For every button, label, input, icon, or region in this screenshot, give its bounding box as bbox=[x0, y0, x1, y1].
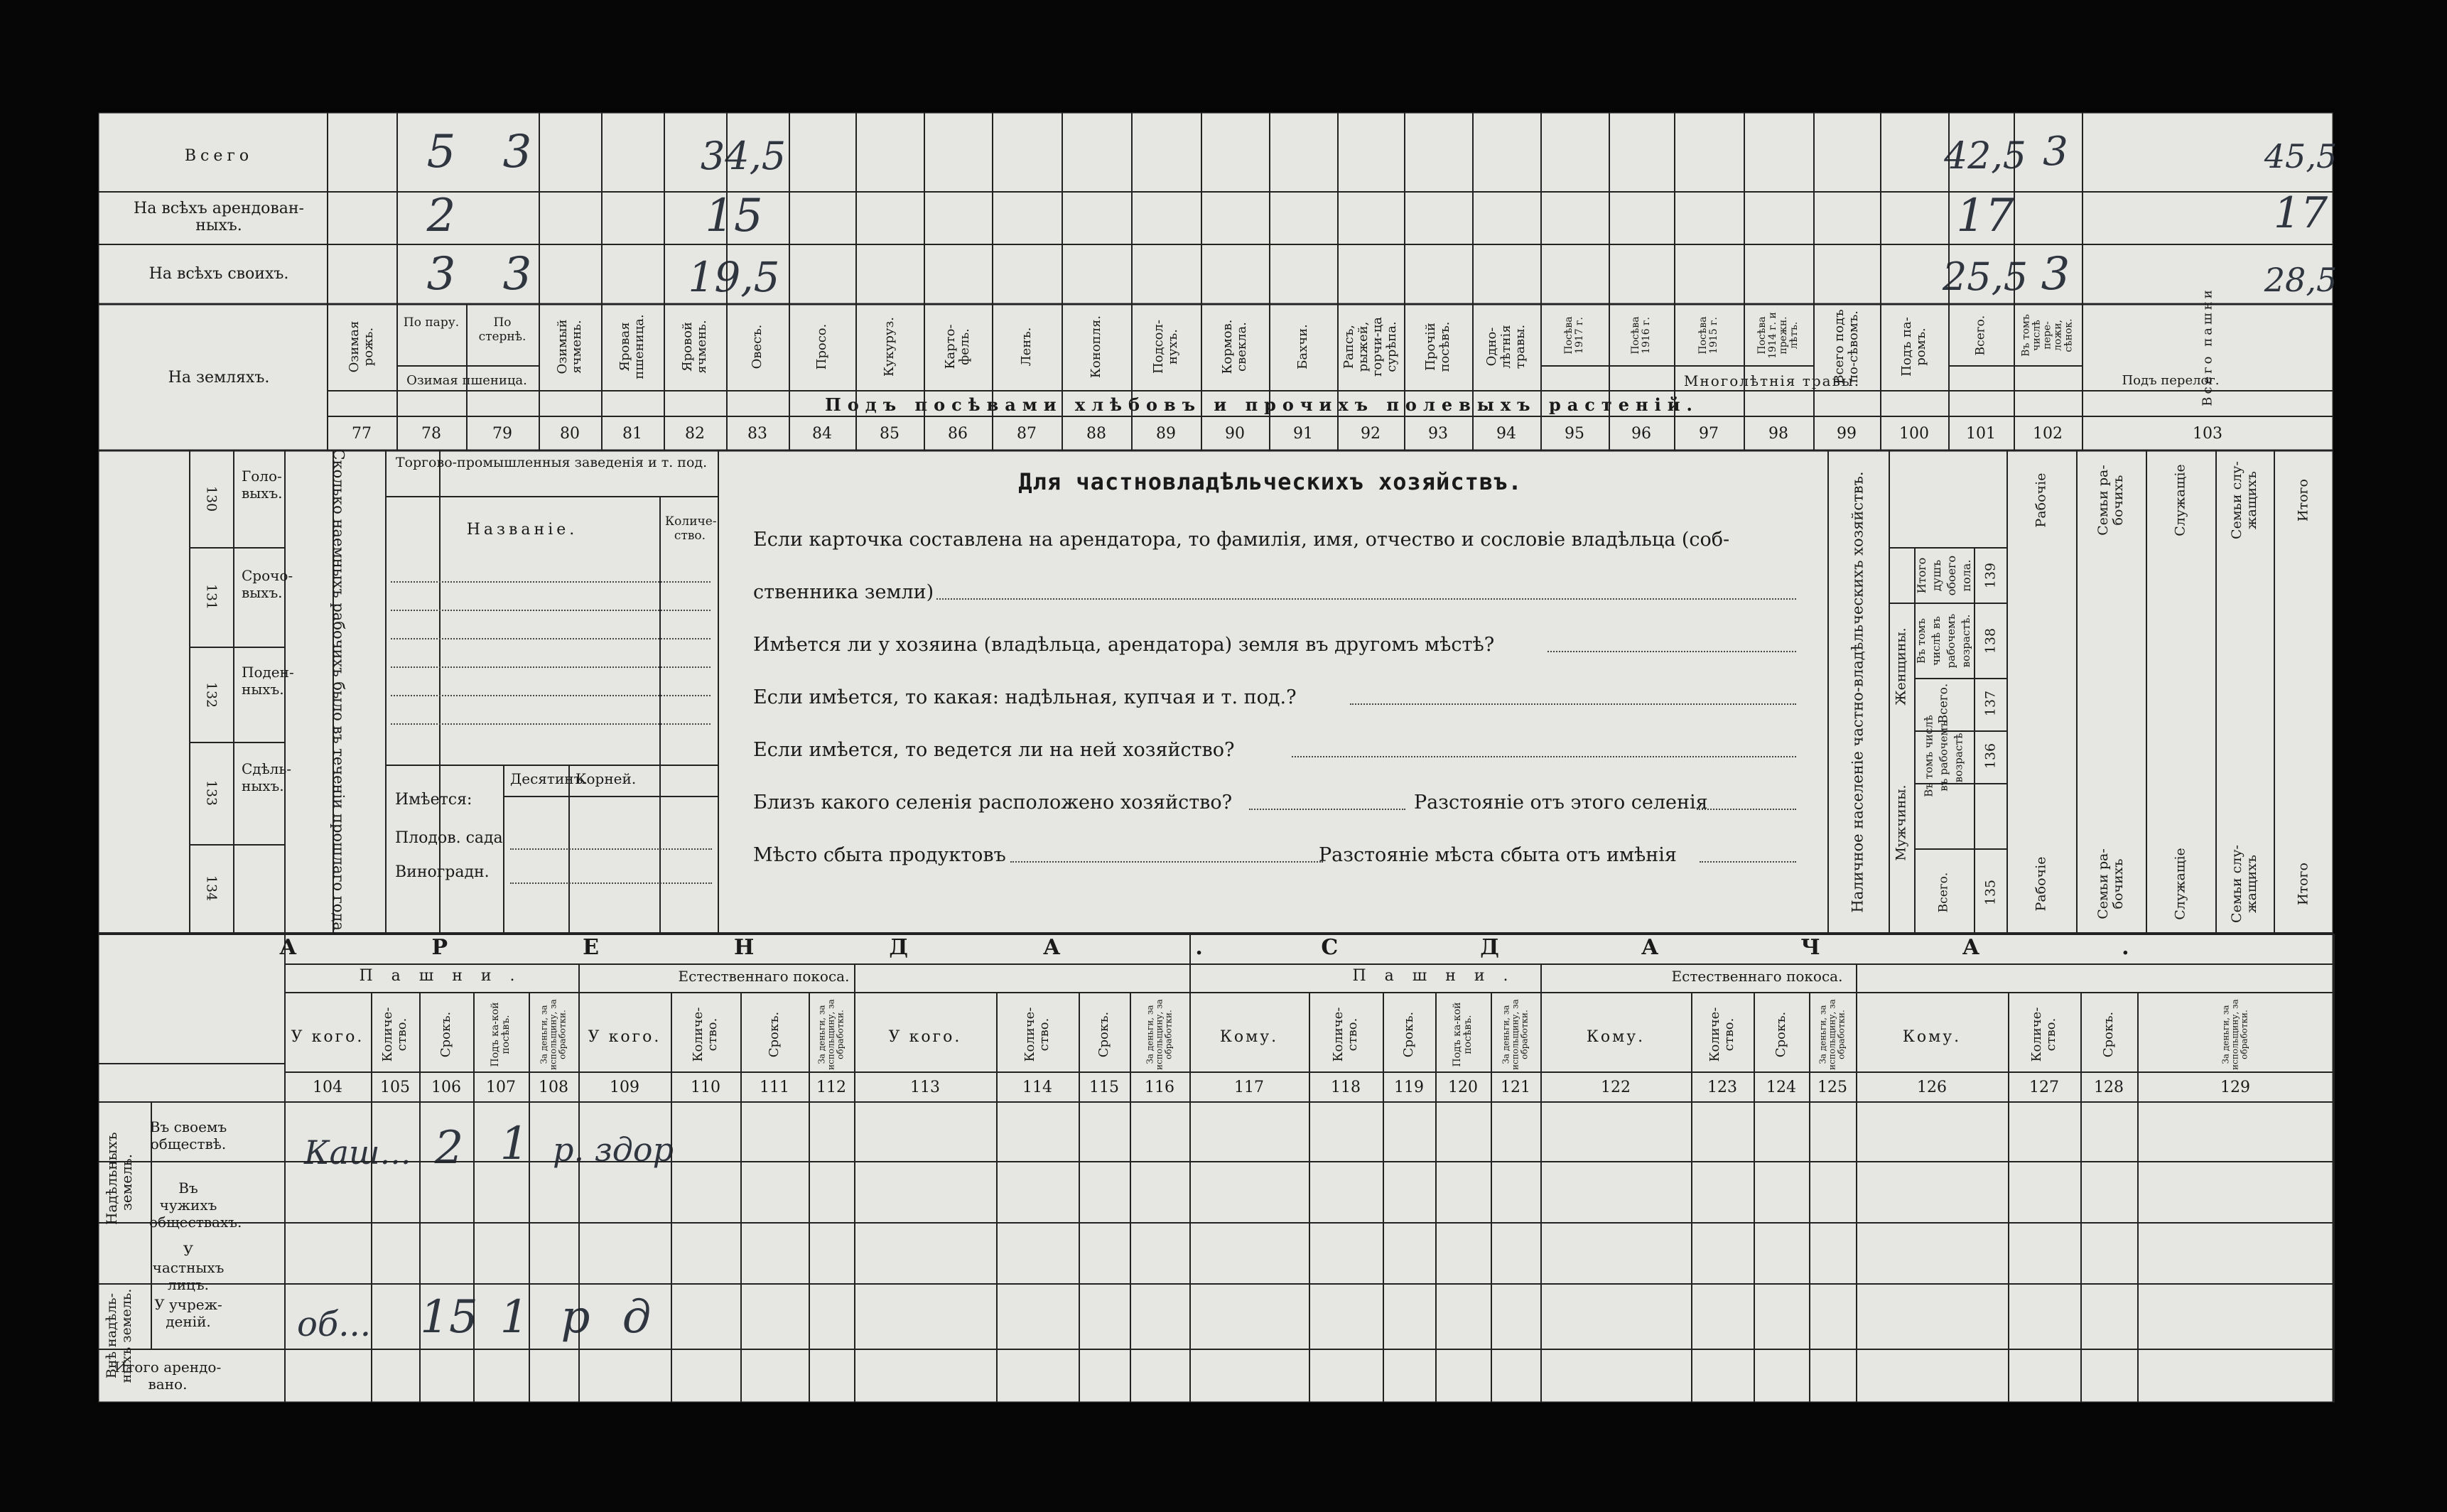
pop-itogo-dush: Итого душъ обоего пола. bbox=[1915, 555, 1973, 596]
top-col-number-77: 77 bbox=[352, 425, 372, 443]
workers-vertical-label: Сколько наемныхъ рабочихъ было въ теченіи прошлаго года. bbox=[330, 448, 347, 936]
trade-title: Торгово-промышленныя заведенія и т. под. bbox=[395, 455, 708, 470]
bottom-col-header-111: Срокъ. bbox=[767, 1011, 782, 1058]
trade-name-header: Названіе. bbox=[466, 521, 578, 539]
hw-r3-78: 3 bbox=[502, 248, 532, 301]
bottom-col-number-129: 129 bbox=[2220, 1079, 2250, 1096]
bottom-col-header-109: У кого. bbox=[588, 1028, 661, 1046]
top-col-number-99: 99 bbox=[1837, 425, 1857, 443]
mid-col-golovyh: Голо-выхъ. bbox=[242, 468, 283, 502]
top-col-number-83: 83 bbox=[747, 425, 767, 443]
korney-header: Корней. bbox=[576, 770, 637, 787]
hw-b-r1-107: р. здор bbox=[553, 1130, 674, 1169]
mid-num-134: 134 bbox=[203, 875, 220, 902]
bottom-col-number-121: 121 bbox=[1501, 1079, 1530, 1096]
right-col-rabochie-top: Рабочіе bbox=[2033, 472, 2049, 528]
top-col-header-101: Всего. bbox=[1973, 315, 1988, 356]
right-col-itogo-bottom: Итого bbox=[2295, 863, 2311, 905]
bottom-col-header-126: Кому. bbox=[1902, 1028, 1962, 1046]
bottom-col-header-116: За деньги, за испольщину, за обработки. bbox=[1145, 999, 1174, 1070]
desyatin-header: Десятинъ. bbox=[510, 770, 588, 787]
top-col-number-85: 85 bbox=[880, 425, 900, 443]
bottom-col-header-114: Количе-ство. bbox=[1022, 1007, 1052, 1062]
bottom-col-number-110: 110 bbox=[691, 1079, 720, 1096]
mid-col-podennyh: Поден-ныхъ. bbox=[242, 664, 294, 698]
pop-muzhchiny: Мужчины. bbox=[1893, 784, 1909, 861]
bottom-col-number-115: 115 bbox=[1089, 1079, 1119, 1096]
bottom-col-number-125: 125 bbox=[1817, 1079, 1847, 1096]
bottom-col-header-119: Срокъ. bbox=[1401, 1011, 1416, 1058]
q4: Если имѣется, то ведется ли на ней хозяйство? bbox=[753, 739, 1235, 761]
bottom-col-number-106: 106 bbox=[431, 1079, 461, 1096]
bottom-col-number-111: 111 bbox=[760, 1079, 789, 1096]
row-label-vsego: Всего bbox=[184, 147, 254, 165]
bottom-col-number-118: 118 bbox=[1331, 1079, 1361, 1096]
bottom-col-header-124: Срокъ. bbox=[1773, 1011, 1788, 1058]
hw-b-r4-106: 1 bbox=[499, 1291, 529, 1344]
top-col-header-82: Яровой ячмень. bbox=[680, 320, 709, 374]
bottom-col-header-120: Подъ ка-кой посѣвъ. bbox=[1452, 1002, 1474, 1067]
top-col-header-103: Всего пашни bbox=[2200, 287, 2215, 406]
top-col-header-100: Подъ па-ромъ. bbox=[1899, 317, 1928, 377]
top-col-header-79: По стернѣ. bbox=[478, 315, 526, 344]
top-col-header-97: Посѣва 1915 г. bbox=[1697, 316, 1719, 355]
top-col-header-92: Рапсъ, рыжей, горчи-ца сурѣпа. bbox=[1341, 316, 1399, 377]
hw-b-r4-104: об... bbox=[297, 1305, 371, 1344]
bottom-col-number-124: 124 bbox=[1766, 1079, 1796, 1096]
hw-b-r1-106: 1 bbox=[499, 1118, 529, 1170]
population-vertical-label: Наличное населеніе частно-владѣльческихъ хозяйствъ. bbox=[1849, 471, 1867, 913]
bottom-col-number-112: 112 bbox=[816, 1079, 846, 1096]
top-col-number-98: 98 bbox=[1768, 425, 1788, 443]
bottom-col-header-127: Количе-ство. bbox=[2029, 1007, 2058, 1062]
hw-r3-77: 3 bbox=[426, 248, 456, 301]
mid-col-srochovyh: Срочо-выхъ. bbox=[242, 567, 293, 601]
top-col-header-78: По пару. bbox=[403, 315, 460, 330]
top-col-number-84: 84 bbox=[812, 425, 832, 443]
right-col-rabochie-bottom: Рабочіе bbox=[2033, 856, 2049, 912]
hw-r1-78: 3 bbox=[502, 126, 532, 178]
q5-distance: Разстояніе отъ этого селенія bbox=[1414, 792, 1708, 814]
row-label-arendovannyh: На всѣхъ арендован- ныхъ. bbox=[134, 200, 304, 234]
top-col-number-78: 78 bbox=[421, 425, 441, 443]
top-col-header-96: Посѣва 1916 г. bbox=[1630, 316, 1652, 355]
row-u-uchrezhdeniy: У учреж-деній. bbox=[154, 1296, 222, 1330]
top-col-header-98: Посѣва 1914 г. и прежн. лѣтъ. bbox=[1756, 312, 1800, 359]
pop-num-138: 138 bbox=[1982, 627, 1999, 654]
vne-nadel-vertical-label: Внѣ надѣль-ныхъ земель. bbox=[104, 1288, 134, 1383]
hw-r3-82: 19,5 bbox=[688, 253, 780, 301]
q1-line1: Если карточка составлена на арендатора, то фамилія, имя, отчество и сословіе владѣльца (соб- bbox=[753, 529, 1730, 551]
pop-muzh-vsego: Всего. bbox=[1936, 872, 1951, 913]
hw-b-r4-107: р bbox=[561, 1291, 590, 1344]
bottom-col-header-110: Количе-ство. bbox=[691, 1007, 720, 1062]
bottom-col-header-125: За деньги, за испольщину, за обработки. bbox=[1817, 999, 1847, 1070]
right-col-sluzhashchie-top: Служащіе bbox=[2172, 464, 2188, 536]
top-col-header-94: Одно-лѣтнія травы. bbox=[1484, 324, 1528, 369]
right-col-semi-rabochih-top: Семьи ра-бочихъ bbox=[2095, 465, 2126, 536]
nadel-vertical-label: Надѣльныхъ земель. bbox=[103, 1132, 135, 1225]
bottom-col-header-107: Подъ ка-кой посѣвъ. bbox=[490, 1002, 512, 1067]
top-col-number-102: 102 bbox=[2033, 425, 2063, 443]
q3: Если имѣется, то какая: надѣльная, купчая и т. под.? bbox=[753, 686, 1297, 708]
row-label-na-zemlyah: На земляхъ. bbox=[168, 369, 270, 387]
top-col-header-77: Озимая рожь. bbox=[347, 320, 376, 373]
pop-muzh-rabochem: Въ томъ числѣ въ рабочемъ возрастѣ. bbox=[1922, 715, 1965, 797]
bottom-col-number-116: 116 bbox=[1145, 1079, 1174, 1096]
top-col-header-88: Конопля. bbox=[1089, 315, 1103, 379]
hw-b-r1-104: Каш... bbox=[304, 1133, 411, 1172]
bottom-col-header-105: Количе-ство. bbox=[380, 1007, 409, 1062]
top-col-header-80: Озимый ячмень. bbox=[555, 319, 584, 374]
subheader-ozimaya-pshenitsa: Озимая пшеница. bbox=[406, 373, 527, 388]
hw-r1-77: 5 bbox=[426, 126, 456, 178]
hw-r1-99: 42,5 bbox=[1944, 135, 2026, 178]
mid-num-131: 131 bbox=[203, 583, 220, 610]
bottom-col-header-106: Срокъ. bbox=[438, 1011, 453, 1058]
mid-num-130: 130 bbox=[203, 485, 220, 512]
hw-r2-103: 17 bbox=[2273, 188, 2328, 238]
row-itogo-arendovano: Итого арендо-вано. bbox=[114, 1359, 222, 1393]
bottom-col-number-123: 123 bbox=[1707, 1079, 1737, 1096]
top-col-header-93: Прочій посѣвъ. bbox=[1423, 321, 1452, 372]
pop-num-135: 135 bbox=[1982, 879, 1999, 906]
top-col-number-91: 91 bbox=[1293, 425, 1313, 443]
bottom-col-number-127: 127 bbox=[2029, 1079, 2059, 1096]
hw-r1-100: 3 bbox=[2043, 129, 2068, 175]
bottom-col-number-122: 122 bbox=[1601, 1079, 1631, 1096]
pop-zhen-rabochem: Въ томъ числѣ въ рабочемъ возрастѣ. bbox=[1915, 613, 1972, 669]
q2: Имѣется ли у хозяина (владѣльца, арендатора) земля въ другомъ мѣстѣ? bbox=[753, 634, 1495, 656]
top-col-header-83: Овесъ. bbox=[750, 324, 765, 369]
top-col-number-94: 94 bbox=[1496, 425, 1516, 443]
pop-zhenshchiny: Женщины. bbox=[1893, 627, 1909, 706]
arenda-estestv: Естественнаго покоса. bbox=[678, 968, 850, 985]
top-col-header-91: Бахчи. bbox=[1295, 324, 1310, 369]
imeetsya-label: Имѣется: bbox=[395, 791, 472, 809]
row-v-svoem: Въ своемъ обществѣ. bbox=[149, 1118, 227, 1152]
top-col-number-82: 82 bbox=[685, 425, 705, 443]
top-col-header-89: Подсол-нухъ. bbox=[1151, 319, 1180, 374]
top-col-header-81: Яровая пшеница. bbox=[617, 314, 647, 379]
hw-r2-99: 17 bbox=[1956, 190, 2014, 242]
trade-qty-header: Количе-ство. bbox=[665, 514, 717, 543]
row-label-svoih: На всѣхъ своихъ. bbox=[148, 265, 289, 283]
bottom-col-number-126: 126 bbox=[1917, 1079, 1947, 1096]
top-col-header-95: Посѣва 1917 г. bbox=[1563, 316, 1585, 355]
hw-b-r4-108: д bbox=[622, 1291, 652, 1344]
bottom-col-number-117: 117 bbox=[1234, 1079, 1264, 1096]
top-col-number-101: 101 bbox=[1966, 425, 1996, 443]
bottom-col-header-121: За деньги, за испольщину, за обработки. bbox=[1501, 999, 1530, 1070]
mid-col-sdelnyh: Сдѣль-ныхъ. bbox=[242, 760, 292, 794]
banner-pod-posevami: Подъ посѣвами хлѣбовъ и прочихъ полевыхъ растеній. bbox=[825, 394, 1699, 415]
top-col-number-90: 90 bbox=[1225, 425, 1245, 443]
top-col-header-90: Кормов. свекла. bbox=[1220, 319, 1249, 374]
right-col-semi-sluzh-top: Семьи слу-жащихъ bbox=[2229, 461, 2259, 539]
bottom-col-header-113: У кого. bbox=[888, 1028, 962, 1046]
sdacha-estestv: Естественнаго покоса. bbox=[1671, 968, 1843, 985]
pop-num-139: 139 bbox=[1982, 562, 1999, 589]
row-v-chuzhih: Въ чужихъ обществахъ. bbox=[149, 1179, 242, 1231]
right-col-semi-sluzh-bottom: Семьи слу-жащихъ bbox=[2229, 845, 2259, 923]
bottom-col-header-118: Количе-ство. bbox=[1331, 1007, 1360, 1062]
hw-b-r1-105: 2 bbox=[434, 1122, 464, 1174]
vinograd-label: Виноградн. bbox=[395, 863, 490, 881]
top-col-header-102: Въ томъ числѣ пере-ложи, сѣнок. bbox=[2020, 314, 2075, 357]
q5: Близъ какого селенія расположено хозяйство? bbox=[753, 792, 1233, 814]
right-col-sluzhashchie-bottom: Служащіе bbox=[2172, 848, 2188, 920]
top-col-header-87: Ленъ. bbox=[1019, 327, 1034, 367]
bottom-col-header-129: За деньги, за испольщину, за обработки. bbox=[2220, 999, 2249, 1070]
bottom-col-number-113: 113 bbox=[910, 1079, 940, 1096]
top-col-number-81: 81 bbox=[622, 425, 642, 443]
bottom-col-header-108: За деньги, за испольщину, за обработки. bbox=[539, 999, 568, 1070]
pop-num-136: 136 bbox=[1982, 742, 1999, 770]
private-title: Для частновладѣльческихъ хозяйствъ. bbox=[1018, 468, 1523, 495]
hw-r3-99: 25,5 bbox=[1942, 254, 2029, 299]
top-col-number-93: 93 bbox=[1428, 425, 1448, 443]
hw-b-r4-105: 15 bbox=[420, 1291, 478, 1344]
hw-r1-82: 34,5 bbox=[700, 134, 787, 178]
bottom-col-header-104: У кого. bbox=[291, 1028, 364, 1046]
bottom-col-number-114: 114 bbox=[1022, 1079, 1052, 1096]
top-col-number-96: 96 bbox=[1631, 425, 1651, 443]
top-col-number-100: 100 bbox=[1899, 425, 1929, 443]
bottom-col-number-128: 128 bbox=[2094, 1079, 2124, 1096]
bottom-col-header-115: Срокъ. bbox=[1096, 1011, 1111, 1058]
top-col-number-86: 86 bbox=[948, 425, 968, 443]
sdacha-banner: СДАЧА. bbox=[1321, 935, 2272, 960]
hw-r2-77: 2 bbox=[426, 190, 456, 242]
right-col-itogo-top: Итого bbox=[2295, 479, 2311, 522]
bottom-col-number-104: 104 bbox=[313, 1079, 342, 1096]
pop-num-137: 137 bbox=[1982, 690, 1999, 717]
row-u-chastnyh: У частныхъ лицъ. bbox=[152, 1242, 225, 1293]
hw-r2-82: 15 bbox=[705, 190, 763, 242]
top-col-number-88: 88 bbox=[1086, 425, 1106, 443]
top-col-number-79: 79 bbox=[492, 425, 512, 443]
top-col-number-92: 92 bbox=[1361, 425, 1381, 443]
bottom-col-number-109: 109 bbox=[610, 1079, 639, 1096]
bottom-col-header-122: Кому. bbox=[1586, 1028, 1646, 1046]
top-col-number-103: 103 bbox=[2193, 425, 2222, 443]
bottom-col-number-120: 120 bbox=[1448, 1079, 1478, 1096]
pop-zhen-vsego: Всего. bbox=[1936, 683, 1951, 724]
top-col-header-99: Всего подъ по-сѣвомъ. bbox=[1832, 309, 1861, 384]
bottom-col-number-108: 108 bbox=[539, 1079, 568, 1096]
arenda-pashni: Пашни. bbox=[359, 967, 534, 985]
bottom-col-number-105: 105 bbox=[380, 1079, 410, 1096]
hw-r3-103: 28,5 bbox=[2264, 261, 2338, 299]
sdacha-pashni: Пашни. bbox=[1352, 967, 1527, 985]
bottom-col-header-123: Количе-ство. bbox=[1707, 1007, 1736, 1062]
right-col-semi-rabochih-bottom: Семьи ра-бочихъ bbox=[2095, 848, 2126, 919]
arenda-banner: АРЕНДА. bbox=[279, 935, 1338, 960]
mid-num-132: 132 bbox=[203, 681, 220, 708]
top-col-header-86: Карто-фель. bbox=[943, 324, 972, 369]
q6: Мѣсто сбыта продуктовъ bbox=[753, 844, 1006, 866]
top-col-header-85: Кукуруз. bbox=[882, 317, 897, 377]
bottom-col-header-128: Срокъ. bbox=[2101, 1011, 2116, 1058]
top-col-header-84: Просо. bbox=[814, 323, 829, 370]
bottom-col-header-117: Кому. bbox=[1219, 1028, 1279, 1046]
q1-line2: ственника земли) bbox=[753, 581, 934, 603]
top-col-number-95: 95 bbox=[1565, 425, 1584, 443]
census-card bbox=[98, 112, 2338, 1403]
subheader-perelog: Подъ перелог. bbox=[2122, 373, 2220, 388]
bottom-col-number-107: 107 bbox=[486, 1079, 516, 1096]
bottom-col-number-119: 119 bbox=[1394, 1079, 1424, 1096]
bottom-col-header-112: За деньги, за испольщину, за обработки. bbox=[816, 999, 846, 1070]
top-col-number-80: 80 bbox=[560, 425, 580, 443]
top-col-number-87: 87 bbox=[1017, 425, 1037, 443]
q6-distance: Разстояніе мѣста сбыта отъ имѣнія bbox=[1319, 844, 1677, 866]
top-col-number-89: 89 bbox=[1156, 425, 1176, 443]
plodov-sada-label: Плодов. сада bbox=[395, 829, 503, 847]
hw-r1-103: 45,5 bbox=[2264, 137, 2338, 176]
subheader-mnogoletnie: Многолѣтнія травы. bbox=[1683, 372, 1861, 389]
top-col-number-97: 97 bbox=[1699, 425, 1719, 443]
hw-r3-100: 3 bbox=[2041, 248, 2070, 301]
mid-num-133: 133 bbox=[203, 779, 220, 806]
